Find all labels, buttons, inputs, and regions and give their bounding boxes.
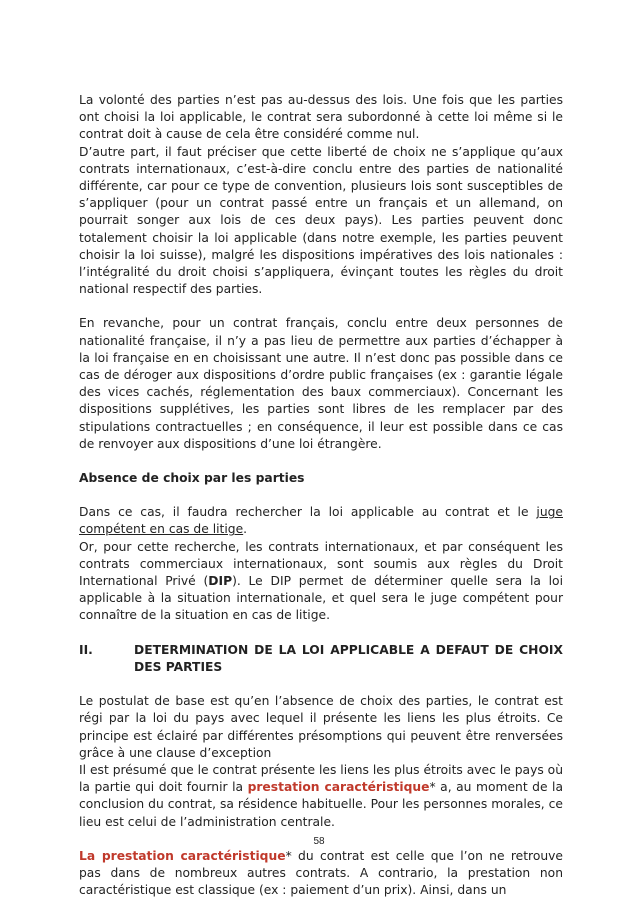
underlined-term: juge compétent en cas de litige	[79, 505, 563, 537]
paragraph-contrats-internationaux: D’autre part, il faut préciser que cette liberté de choix ne s’applique qu’aux contrats internationaux, c’est-à-dire conclu entre des parties de nationalité différente, car pour ce type de convention, plusieurs lois sont susceptibles de s’appliquer (pour un contrat passé entre un français et un allemand, on pourrait songer aux lois de ces deux pays). Les parties peuvent donc totalement choisir la loi applicable (dans notre exemple, les parties peuvent choisir la loi suisse), malgré les dispositions impératives des lois nationales : l’intégralité du droit choisi s’appliquera, évinçant toutes les règles du droit national respectif des parties.	[79, 144, 563, 297]
section-title: DETERMINATION DE LA LOI APPLICABLE A DEFAUT DE CHOIX DES PARTIES	[134, 642, 563, 674]
text-run: * du contrat est celle que l’on ne retrouve pas dans de nombreux autres contrats. A contrario, la prestation non caractéristique est classique (ex : paiement d’un prix). Ainsi, dans un	[79, 848, 563, 898]
bold-term-dip: DIP	[208, 574, 233, 589]
text-run: Il est présumé que le contrat présente les liens les plus étroits avec le pays où la partie qui doit fournir la	[79, 762, 563, 795]
text-run: .	[243, 522, 248, 537]
paragraph-contrat-francais: En revanche, pour un contrat français, conclu entre deux personnes de nationalité française, il n’y a pas lieu de permettre aux parties d’échapper à la loi française en en choisissant une autre. Il n’est donc pas possible dans ce cas de déroger aux dispositions d’ordre public françaises (ex : garantie légale des vices cachés, réglementation des baux commerciaux). Concernant les dispositions supplétives, les parties sont libres de les remplacer par des stipulations contractuelles ; en conséquence, il leur est possible dans ce cas de renvoyer aux dispositions d’une loi étrangère.	[79, 316, 563, 451]
text-run: ). Le DIP permet de déterminer quelle sera la loi applicable à la situation internationale, et quel sera le juge compétent pour connaître de la situation en cas de litige.	[79, 574, 563, 623]
paragraph-loi-volonte: La volonté des parties n’est pas au-dessus des lois. Une fois que les parties ont choisi la loi applicable, le contrat sera subordonné à cette loi même si le contrat doit à cause de cela être considéré comme nul.	[79, 93, 563, 142]
highlight-prestation-caracteristique: prestation caractéristique	[247, 780, 430, 795]
page-number: 58	[313, 836, 325, 847]
text-run: Or, pour cette recherche, les contrats internationaux, et par conséquent les contrats commerciaux internationaux, sont soumis aux règles du Droit International Privé (	[79, 539, 563, 589]
paragraph-definition-prestation	[79, 848, 563, 900]
text-run: * a, au moment de la conclusion du contrat, sa résidence habituelle. Pour les personnes morales, ce lieu est celui de l’administration centrale.	[79, 780, 563, 829]
paragraph-recherche-loi	[79, 504, 563, 538]
paragraph-dip	[79, 539, 563, 625]
paragraph-postulat: Le postulat de base est qu’en l’absence de choix des parties, le contrat est régi par la loi du pays avec lequel il présente les liens les plus étroits. Ce principe est éclairé par différentes présomptions qui peuvent être renversées grâce à une clause d’exception	[79, 694, 563, 760]
text-run: Dans ce cas, il faudra rechercher la loi applicable au contrat et le	[79, 505, 537, 520]
paragraph-presomption	[79, 762, 563, 831]
subheading-absence-choix: Absence de choix par les parties	[79, 471, 305, 486]
highlight-prestation-caracteristique: La prestation caractéristique	[79, 848, 286, 863]
section-heading	[79, 642, 563, 676]
section-number: II.	[79, 642, 93, 657]
